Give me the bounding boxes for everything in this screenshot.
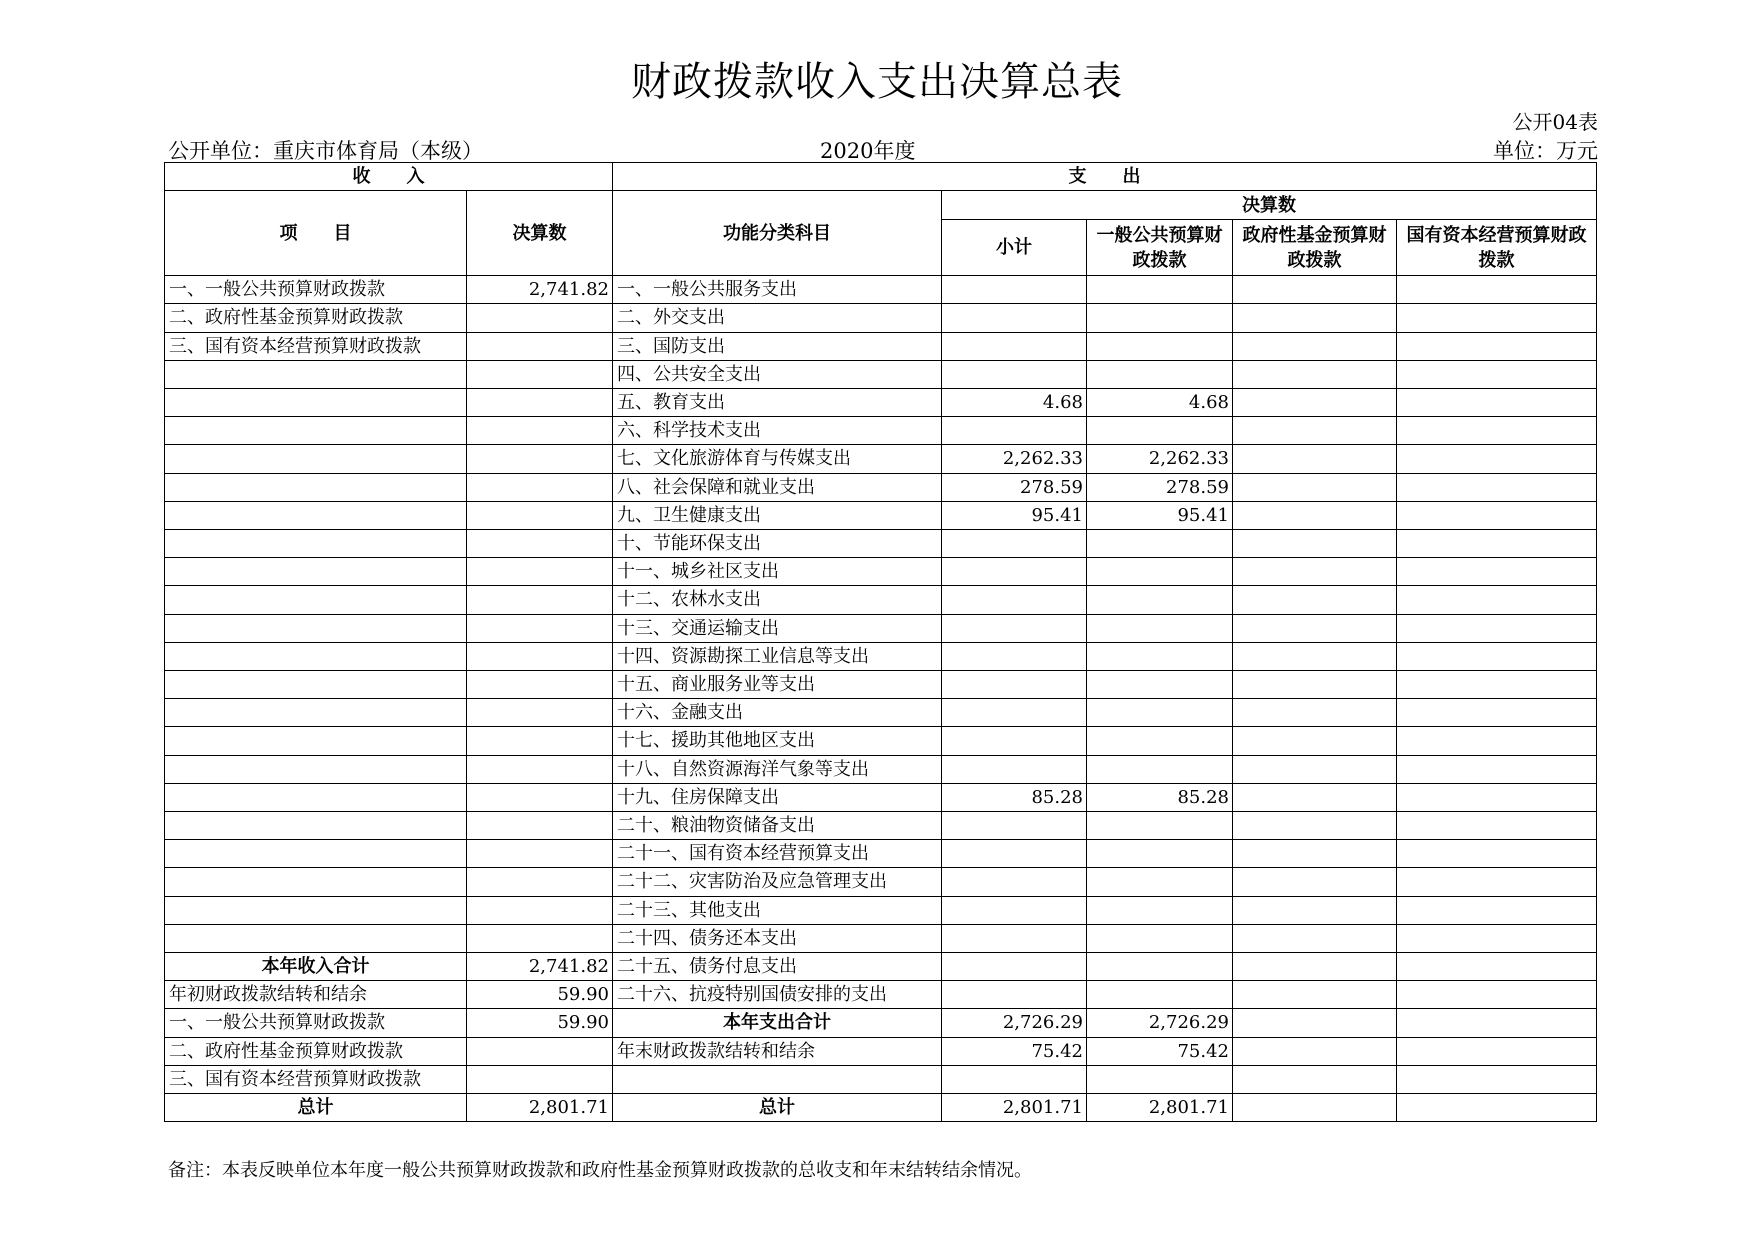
income-amount-cell	[467, 586, 613, 614]
income-amount-cell	[467, 445, 613, 473]
income-item-cell	[165, 699, 467, 727]
gov-fund-cell	[1233, 530, 1397, 558]
gov-fund-cell	[1233, 868, 1397, 896]
income-amount-cell	[467, 389, 613, 417]
table-row	[165, 642, 1597, 670]
item-column-header: 项 目	[165, 191, 467, 276]
income-amount-cell	[467, 473, 613, 501]
state-capital-cell	[1397, 360, 1597, 388]
general-budget-cell	[1087, 953, 1233, 981]
table-row	[165, 953, 1597, 981]
income-amount-cell	[467, 896, 613, 924]
income-amount-cell	[467, 671, 613, 699]
income-item-cell	[165, 473, 467, 501]
income-item-cell	[165, 501, 467, 529]
general-budget-cell	[1087, 360, 1233, 388]
subtotal-cell	[942, 755, 1087, 783]
income-item-cell	[165, 558, 467, 586]
subtotal-cell: 278.59	[942, 473, 1087, 501]
gov-fund-cell	[1233, 473, 1397, 501]
general-budget-cell	[1087, 727, 1233, 755]
expense-subject-cell: 十三、交通运输支出	[613, 614, 942, 642]
income-item-cell	[165, 671, 467, 699]
subtotal-header: 小计	[942, 220, 1087, 276]
expense-section-header: 支 出	[613, 163, 1597, 191]
income-amount-cell	[467, 840, 613, 868]
general-budget-cell	[1087, 530, 1233, 558]
general-budget-cell	[1087, 868, 1233, 896]
subtotal-cell	[942, 812, 1087, 840]
gov-fund-cell	[1233, 276, 1397, 304]
expense-subject-cell: 二、外交支出	[613, 304, 942, 332]
income-item-cell	[165, 812, 467, 840]
gov-fund-cell	[1233, 840, 1397, 868]
expense-subject-cell: 十、节能环保支出	[613, 530, 942, 558]
money-unit: 单位：万元	[1493, 139, 1598, 163]
subtotal-cell	[942, 417, 1087, 445]
general-budget-cell	[1087, 276, 1233, 304]
table-row	[165, 699, 1597, 727]
expense-subject-cell: 十一、城乡社区支出	[613, 558, 942, 586]
subtotal-cell	[942, 671, 1087, 699]
expense-subject-cell: 本年支出合计	[613, 1009, 942, 1037]
state-capital-cell	[1397, 586, 1597, 614]
general-budget-cell: 95.41	[1087, 501, 1233, 529]
state-capital-cell	[1397, 783, 1597, 811]
gov-fund-cell	[1233, 417, 1397, 445]
state-capital-cell	[1397, 276, 1597, 304]
state-capital-cell	[1397, 868, 1597, 896]
table-row	[165, 530, 1597, 558]
expense-subject-cell: 一、一般公共服务支出	[613, 276, 942, 304]
expense-subject-cell: 四、公共安全支出	[613, 360, 942, 388]
footnote: 备注：本表反映单位本年度一般公共预算财政拨款和政府性基金预算财政拨款的总收支和年末结转结余情况。	[168, 1160, 1032, 1181]
income-amount-cell	[467, 783, 613, 811]
state-capital-cell	[1397, 558, 1597, 586]
income-amount-cell	[467, 558, 613, 586]
expense-subject-cell: 十五、商业服务业等支出	[613, 671, 942, 699]
general-budget-cell	[1087, 981, 1233, 1009]
page-title: 财政拨款收入支出决算总表	[631, 59, 1123, 105]
gov-fund-cell	[1233, 614, 1397, 642]
income-item-cell	[165, 586, 467, 614]
fiscal-year: 2020年度	[820, 139, 916, 163]
income-amount-cell	[467, 360, 613, 388]
gov-fund-cell	[1233, 360, 1397, 388]
income-item-cell	[165, 614, 467, 642]
general-budget-header: 一般公共预算财政拨款	[1087, 220, 1233, 276]
table-row	[165, 727, 1597, 755]
table-body	[165, 276, 1597, 1122]
state-capital-cell	[1397, 501, 1597, 529]
income-amount-cell: 59.90	[467, 981, 613, 1009]
state-capital-cell	[1397, 332, 1597, 360]
general-budget-cell	[1087, 755, 1233, 783]
income-item-cell	[165, 530, 467, 558]
expense-subject-cell: 二十五、债务付息支出	[613, 953, 942, 981]
subtotal-cell: 4.68	[942, 389, 1087, 417]
table-row	[165, 614, 1597, 642]
subtotal-cell	[942, 1065, 1087, 1093]
expense-subject-cell: 二十三、其他支出	[613, 896, 942, 924]
state-capital-cell	[1397, 1094, 1597, 1122]
gov-fund-cell	[1233, 642, 1397, 670]
gov-fund-cell	[1233, 783, 1397, 811]
income-item-cell	[165, 360, 467, 388]
form-number: 公开04表	[1512, 110, 1598, 134]
state-capital-cell	[1397, 755, 1597, 783]
income-amount-cell	[467, 614, 613, 642]
table-row	[165, 1065, 1597, 1093]
subtotal-cell	[942, 868, 1087, 896]
general-budget-cell	[1087, 896, 1233, 924]
table-row	[165, 276, 1597, 304]
table-row	[165, 812, 1597, 840]
table-row	[165, 671, 1597, 699]
general-budget-cell: 4.68	[1087, 389, 1233, 417]
gov-fund-cell	[1233, 332, 1397, 360]
general-budget-cell	[1087, 671, 1233, 699]
income-amount-cell	[467, 530, 613, 558]
table-row	[165, 473, 1597, 501]
gov-fund-cell	[1233, 304, 1397, 332]
income-amount-cell: 59.90	[467, 1009, 613, 1037]
income-item-cell	[165, 783, 467, 811]
state-capital-cell	[1397, 727, 1597, 755]
gov-fund-cell	[1233, 501, 1397, 529]
gov-fund-cell	[1233, 445, 1397, 473]
state-capital-cell	[1397, 924, 1597, 952]
table-row	[165, 501, 1597, 529]
expense-subject-cell: 九、卫生健康支出	[613, 501, 942, 529]
subtotal-cell	[942, 614, 1087, 642]
table-row	[165, 1037, 1597, 1065]
table-row	[165, 304, 1597, 332]
state-capital-cell	[1397, 812, 1597, 840]
subtotal-cell	[942, 586, 1087, 614]
table-row	[165, 417, 1597, 445]
gov-fund-cell	[1233, 671, 1397, 699]
income-amount-cell	[467, 924, 613, 952]
expense-subject-cell: 十九、住房保障支出	[613, 783, 942, 811]
income-amount-cell: 2,801.71	[467, 1094, 613, 1122]
income-item-cell	[165, 389, 467, 417]
subtotal-cell	[942, 304, 1087, 332]
expense-subject-cell: 十二、农林水支出	[613, 586, 942, 614]
general-budget-cell	[1087, 304, 1233, 332]
subtotal-cell: 85.28	[942, 783, 1087, 811]
state-capital-cell	[1397, 699, 1597, 727]
subtotal-cell: 75.42	[942, 1037, 1087, 1065]
state-capital-cell	[1397, 840, 1597, 868]
income-item-cell	[165, 417, 467, 445]
subtotal-cell: 95.41	[942, 501, 1087, 529]
state-capital-cell	[1397, 614, 1597, 642]
income-item-cell: 二、政府性基金预算财政拨款	[165, 1037, 467, 1065]
gov-fund-cell	[1233, 755, 1397, 783]
state-capital-cell	[1397, 671, 1597, 699]
state-capital-cell	[1397, 417, 1597, 445]
fiscal-summary-table	[164, 162, 1597, 1122]
state-capital-cell	[1397, 642, 1597, 670]
income-amount-cell: 2,741.82	[467, 276, 613, 304]
expense-subject-cell: 二十、粮油物资储备支出	[613, 812, 942, 840]
state-capital-cell	[1397, 1009, 1597, 1037]
subtotal-cell	[942, 924, 1087, 952]
income-item-cell	[165, 755, 467, 783]
table-row	[165, 332, 1597, 360]
subtotal-cell	[942, 727, 1087, 755]
gov-fund-cell	[1233, 953, 1397, 981]
gov-fund-header: 政府性基金预算财政拨款	[1233, 220, 1397, 276]
income-item-cell: 本年收入合计	[165, 953, 467, 981]
income-amount-cell	[467, 727, 613, 755]
table-row	[165, 840, 1597, 868]
income-amount-cell	[467, 501, 613, 529]
income-item-cell	[165, 868, 467, 896]
expense-subject-cell: 十六、金融支出	[613, 699, 942, 727]
subtotal-cell	[942, 896, 1087, 924]
general-budget-cell	[1087, 924, 1233, 952]
table-row	[165, 558, 1597, 586]
function-subject-header: 功能分类科目	[613, 191, 942, 276]
income-item-cell: 一、一般公共预算财政拨款	[165, 276, 467, 304]
general-budget-cell	[1087, 1065, 1233, 1093]
decision-amount-header: 决算数	[942, 191, 1597, 220]
state-capital-cell	[1397, 896, 1597, 924]
state-capital-cell	[1397, 953, 1597, 981]
expense-subject-cell: 六、科学技术支出	[613, 417, 942, 445]
subtotal-cell	[942, 530, 1087, 558]
income-amount-cell	[467, 1065, 613, 1093]
expense-subject-cell: 十八、自然资源海洋气象等支出	[613, 755, 942, 783]
income-amount-cell	[467, 699, 613, 727]
table-row	[165, 1094, 1597, 1122]
general-budget-cell	[1087, 614, 1233, 642]
table-row	[165, 360, 1597, 388]
table-row	[165, 755, 1597, 783]
subtotal-cell	[942, 332, 1087, 360]
table-row	[165, 586, 1597, 614]
income-amount-cell	[467, 755, 613, 783]
general-budget-cell	[1087, 699, 1233, 727]
general-budget-cell: 2,801.71	[1087, 1094, 1233, 1122]
general-budget-cell	[1087, 840, 1233, 868]
income-amount-cell	[467, 812, 613, 840]
income-item-cell	[165, 840, 467, 868]
general-budget-cell: 75.42	[1087, 1037, 1233, 1065]
table-row	[165, 924, 1597, 952]
income-amount-cell	[467, 417, 613, 445]
gov-fund-cell	[1233, 699, 1397, 727]
income-amount-cell	[467, 868, 613, 896]
income-item-cell: 二、政府性基金预算财政拨款	[165, 304, 467, 332]
general-budget-cell	[1087, 558, 1233, 586]
income-item-cell	[165, 896, 467, 924]
gov-fund-cell	[1233, 1094, 1397, 1122]
subtotal-cell	[942, 276, 1087, 304]
gov-fund-cell	[1233, 727, 1397, 755]
expense-subject-cell: 五、教育支出	[613, 389, 942, 417]
reporting-unit: 公开单位：重庆市体育局（本级）	[168, 139, 483, 163]
expense-subject-cell: 二十一、国有资本经营预算支出	[613, 840, 942, 868]
income-item-cell	[165, 642, 467, 670]
gov-fund-cell	[1233, 1009, 1397, 1037]
expense-subject-cell: 二十二、灾害防治及应急管理支出	[613, 868, 942, 896]
income-amount-cell	[467, 332, 613, 360]
state-capital-cell	[1397, 1065, 1597, 1093]
general-budget-cell	[1087, 812, 1233, 840]
expense-subject-cell: 总计	[613, 1094, 942, 1122]
table-row	[165, 389, 1597, 417]
subtotal-cell	[942, 840, 1087, 868]
general-budget-cell	[1087, 417, 1233, 445]
gov-fund-cell	[1233, 981, 1397, 1009]
state-capital-cell	[1397, 389, 1597, 417]
gov-fund-cell	[1233, 558, 1397, 586]
subtotal-cell	[942, 642, 1087, 670]
state-capital-cell	[1397, 445, 1597, 473]
income-item-cell: 年初财政拨款结转和结余	[165, 981, 467, 1009]
expense-subject-cell	[613, 1065, 942, 1093]
income-amount-cell	[467, 642, 613, 670]
income-section-header: 收 入	[165, 163, 613, 191]
subtotal-cell	[942, 558, 1087, 586]
state-capital-cell	[1397, 304, 1597, 332]
state-capital-cell	[1397, 473, 1597, 501]
table-row	[165, 868, 1597, 896]
gov-fund-cell	[1233, 1037, 1397, 1065]
general-budget-cell	[1087, 642, 1233, 670]
subtotal-cell: 2,262.33	[942, 445, 1087, 473]
gov-fund-cell	[1233, 924, 1397, 952]
subtotal-cell	[942, 981, 1087, 1009]
table-row	[165, 783, 1597, 811]
state-capital-cell	[1397, 1037, 1597, 1065]
income-item-cell	[165, 924, 467, 952]
subtotal-cell	[942, 699, 1087, 727]
gov-fund-cell	[1233, 586, 1397, 614]
income-amount-cell	[467, 1037, 613, 1065]
expense-subject-cell: 八、社会保障和就业支出	[613, 473, 942, 501]
expense-subject-cell: 二十四、债务还本支出	[613, 924, 942, 952]
income-amount-header: 决算数	[467, 191, 613, 276]
general-budget-cell: 85.28	[1087, 783, 1233, 811]
income-item-cell	[165, 445, 467, 473]
subtotal-cell	[942, 360, 1087, 388]
income-item-cell	[165, 727, 467, 755]
general-budget-cell	[1087, 332, 1233, 360]
gov-fund-cell	[1233, 896, 1397, 924]
general-budget-cell	[1087, 586, 1233, 614]
income-item-cell: 一、一般公共预算财政拨款	[165, 1009, 467, 1037]
general-budget-cell: 2,726.29	[1087, 1009, 1233, 1037]
state-capital-header: 国有资本经营预算财政拨款	[1397, 220, 1597, 276]
expense-subject-cell: 十四、资源勘探工业信息等支出	[613, 642, 942, 670]
expense-subject-cell: 二十六、抗疫特别国债安排的支出	[613, 981, 942, 1009]
income-item-cell: 三、国有资本经营预算财政拨款	[165, 1065, 467, 1093]
state-capital-cell	[1397, 981, 1597, 1009]
income-item-cell: 三、国有资本经营预算财政拨款	[165, 332, 467, 360]
gov-fund-cell	[1233, 389, 1397, 417]
state-capital-cell	[1397, 530, 1597, 558]
general-budget-cell: 278.59	[1087, 473, 1233, 501]
expense-subject-cell: 年末财政拨款结转和结余	[613, 1037, 942, 1065]
table-row	[165, 981, 1597, 1009]
expense-subject-cell: 十七、援助其他地区支出	[613, 727, 942, 755]
income-amount-cell: 2,741.82	[467, 953, 613, 981]
subtotal-cell	[942, 953, 1087, 981]
income-amount-cell	[467, 304, 613, 332]
general-budget-cell: 2,262.33	[1087, 445, 1233, 473]
gov-fund-cell	[1233, 1065, 1397, 1093]
table-row	[165, 445, 1597, 473]
income-item-cell: 总计	[165, 1094, 467, 1122]
table-row	[165, 896, 1597, 924]
table-row	[165, 1009, 1597, 1037]
subtotal-cell: 2,801.71	[942, 1094, 1087, 1122]
expense-subject-cell: 三、国防支出	[613, 332, 942, 360]
gov-fund-cell	[1233, 812, 1397, 840]
expense-subject-cell: 七、文化旅游体育与传媒支出	[613, 445, 942, 473]
subtotal-cell: 2,726.29	[942, 1009, 1087, 1037]
